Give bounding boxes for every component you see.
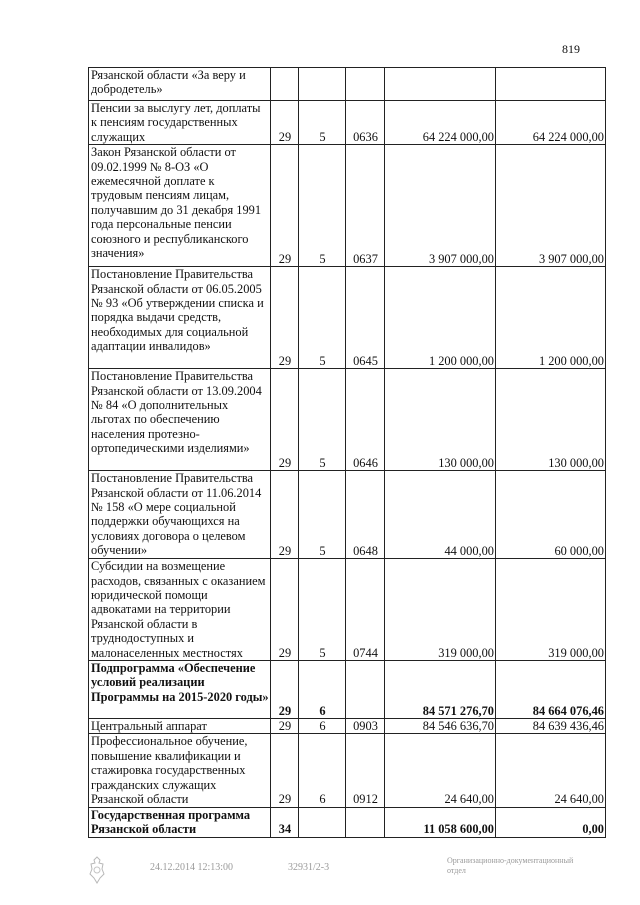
row-program-code: 29 — [271, 267, 299, 369]
row-amount-year-1: 64 224 000,00 — [385, 101, 496, 145]
row-program-code: 29 — [271, 471, 299, 559]
row-amount-year-2: 130 000,00 — [496, 369, 606, 471]
footer-org-name: Организационно-документационный отдел — [447, 856, 574, 875]
row-program-code: 29 — [271, 661, 299, 719]
row-subprogram-code: 5 — [299, 369, 346, 471]
row-subprogram-code: 6 — [299, 719, 346, 734]
table-row — [89, 661, 606, 719]
row-program-code: 29 — [271, 369, 299, 471]
row-item-code — [346, 68, 385, 101]
row-description: Субсидии на возмещение расходов, связанных с оказанием юридической помощи адвокатами на территории Рязанской области в труднодоступных и малонаселенных местностях — [89, 559, 271, 661]
row-subprogram-code: 6 — [299, 734, 346, 807]
row-item-code: 0637 — [346, 145, 385, 267]
row-subprogram-code: 6 — [299, 661, 346, 719]
row-amount-year-1: 84 546 636,70 — [385, 719, 496, 734]
footer-timestamp: 24.12.2014 12:13:00 — [150, 862, 234, 873]
row-description: Постановление Правительства Рязанской области от 13.09.2004 № 84 «О дополнительных льготах по обеспечению населения протезно-ортопедическими изделиями» — [89, 369, 271, 471]
row-amount-year-2: 84 639 436,46 — [496, 719, 606, 734]
row-program-code: 29 — [271, 145, 299, 267]
row-program-code: 29 — [271, 719, 299, 734]
row-description: Закон Рязанской области от 09.02.1999 № 8-ОЗ «О ежемесячной доплате к трудовым пенсиям лицам, получавшим до 31 декабря 1991 года персональные пенсии союзного и республиканского значения» — [89, 145, 271, 267]
row-amount-year-1 — [385, 68, 496, 101]
row-program-code: 29 — [271, 734, 299, 807]
row-item-code — [346, 807, 385, 837]
row-amount-year-1: 11 058 600,00 — [385, 807, 496, 837]
row-amount-year-2: 60 000,00 — [496, 471, 606, 559]
row-amount-year-1: 3 907 000,00 — [385, 145, 496, 267]
table-row — [89, 734, 606, 807]
row-amount-year-2: 3 907 000,00 — [496, 145, 606, 267]
table-row — [89, 719, 606, 734]
table-row — [89, 559, 606, 661]
row-program-code: 29 — [271, 101, 299, 145]
table-row — [89, 145, 606, 267]
row-description: Постановление Правительства Рязанской области от 06.05.2005 № 93 «Об утверждении списка и порядка выдачи средств, необходимых для социальной адаптации инвалидов» — [89, 267, 271, 369]
row-amount-year-1: 24 640,00 — [385, 734, 496, 807]
page-number: 819 — [562, 42, 580, 56]
row-amount-year-1: 44 000,00 — [385, 471, 496, 559]
row-description: Постановление Правительства Рязанской области от 11.06.2014 № 158 «О мере социальной поддержки обучающихся на условиях договора о целевом обучении» — [89, 471, 271, 559]
row-subprogram-code: 5 — [299, 267, 346, 369]
row-item-code: 0636 — [346, 101, 385, 145]
row-subprogram-code: 5 — [299, 145, 346, 267]
row-amount-year-2: 84 664 076,46 — [496, 661, 606, 719]
row-description: Государственная программа Рязанской области — [89, 807, 271, 837]
row-item-code: 0645 — [346, 267, 385, 369]
row-subprogram-code — [299, 807, 346, 837]
row-item-code — [346, 661, 385, 719]
row-amount-year-1: 319 000,00 — [385, 559, 496, 661]
table-row — [89, 68, 606, 101]
row-amount-year-1: 130 000,00 — [385, 369, 496, 471]
row-description: Центральный аппарат — [89, 719, 271, 734]
row-amount-year-2 — [496, 68, 606, 101]
table-row — [89, 471, 606, 559]
row-subprogram-code: 5 — [299, 559, 346, 661]
row-amount-year-1: 84 571 276,70 — [385, 661, 496, 719]
table-row — [89, 369, 606, 471]
table-row — [89, 101, 606, 145]
table-row — [89, 807, 606, 837]
row-item-code: 0646 — [346, 369, 385, 471]
row-item-code: 0648 — [346, 471, 385, 559]
row-item-code: 0912 — [346, 734, 385, 807]
row-amount-year-1: 1 200 000,00 — [385, 267, 496, 369]
row-amount-year-2: 64 224 000,00 — [496, 101, 606, 145]
row-subprogram-code — [299, 68, 346, 101]
row-program-code — [271, 68, 299, 101]
row-program-code: 29 — [271, 559, 299, 661]
row-description: Подпрограмма «Обеспечение условий реализации Программы на 2015-2020 годы» — [89, 661, 271, 719]
row-subprogram-code: 5 — [299, 471, 346, 559]
row-description: Рязанской области «За веру и добродетель» — [89, 68, 271, 101]
footer-document-code: 32931/2-3 — [288, 862, 330, 873]
row-amount-year-2: 0,00 — [496, 807, 606, 837]
row-amount-year-2: 1 200 000,00 — [496, 267, 606, 369]
coat-of-arms-icon — [88, 856, 106, 884]
row-item-code: 0744 — [346, 559, 385, 661]
budget-table — [88, 67, 606, 838]
row-subprogram-code: 5 — [299, 101, 346, 145]
row-description: Профессиональное обучение, повышение квалификации и стажировка государственных гражданских служащих Рязанской области — [89, 734, 271, 807]
row-amount-year-2: 319 000,00 — [496, 559, 606, 661]
row-item-code: 0903 — [346, 719, 385, 734]
row-description: Пенсии за выслугу лет, доплаты к пенсиям государственных служащих — [89, 101, 271, 145]
row-program-code: 34 — [271, 807, 299, 837]
row-amount-year-2: 24 640,00 — [496, 734, 606, 807]
table-row — [89, 267, 606, 369]
page-footer — [0, 852, 640, 902]
